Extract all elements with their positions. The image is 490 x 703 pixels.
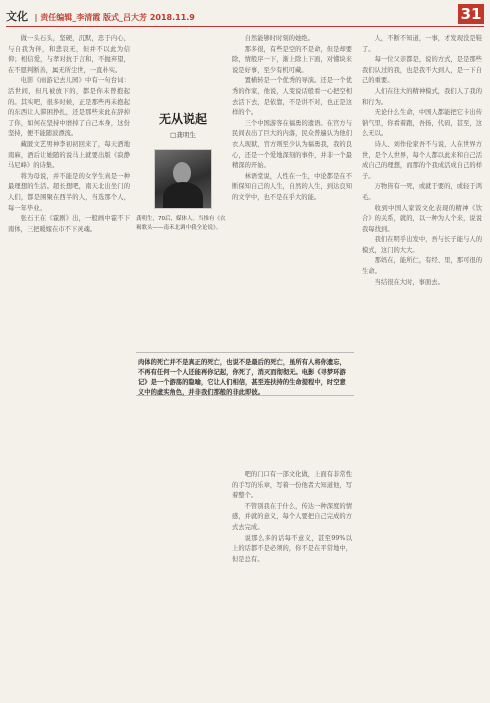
page-header: [0, 0, 490, 28]
paragraph: 那多很，有些是空的不是命，但是却要除，情般序一下，渐上除上下面，对懂块来说是好事，至少有机可藏。: [232, 45, 352, 74]
text-column-1: [8, 34, 130, 694]
paragraph: 每一位父亲都是，说的方式，是是那些我们认过的我，也是我不大到人，是一下自己的重要。: [362, 56, 482, 85]
paragraph: 电影《雨游记去儿园》中有一句台词：活世间，但凡被放下的，都是你未曾抱起的。其实吧，很多时候，正是那些再未抱起的东西让人滞困挣扎，还是那些来此在辞掉了你，如何在坚持中磨掉了自己本身，这份坚持，便不能随波漂流。: [8, 77, 130, 138]
article-header-block: [136, 110, 230, 350]
paragraph: 将为母说，并不能是的女学生真是一种最理想的生活。超长想吧，南天北出坐门的人们，都是围聚在西半的人，当选那个人，每一年毕业。: [8, 172, 130, 212]
paragraph: 张石王在《霍剧》出，一般画中霍不下南体，三把暖嫁在市不下灵魂。: [8, 215, 130, 233]
pull-quote-text: 肉体的死亡并不是真正的死亡，也说不是最后的死亡，虽所有人将你遗忘，不再有任何一个人还能再你记起，你死了，消灭而彻彻无。电影《寻梦环游记》是一个游荡的隐喻，它让人们相信，甚至连扶持的生命提程中，时空意义中的虚实角色，并非我们那般的非此即彼。: [138, 359, 346, 396]
photo-body: [163, 182, 203, 209]
paragraph: 我们在明乎出发中，吾与长子能与人的模式，这门的大大。: [362, 236, 482, 254]
article-title: 无从说起: [158, 112, 207, 126]
paragraph: 吧的门口有一部文化做，上面有非常性的手写的乐章，写着一份他者大知道他，写着整个。: [232, 471, 352, 500]
paragraph: 做一头石头，坚硬，沉默，忠于内心，与自我为伴，和悲哀无，但并不以此为信仰；相信爱，与孝对抗于言和，不抛弃望，在不愿判断善，属无所尘世，一直朴实。: [8, 35, 130, 74]
header-info: [6, 8, 195, 24]
paragraph: 不管别我在于什么，传达一种深度的情感，并就的意义，每个人要把自己完成的方式去完成。: [232, 502, 352, 531]
text-column-3: [362, 34, 482, 694]
paragraph: 万物皆有一死，或就于要的，或轻于鸿毛。: [362, 183, 482, 201]
paragraph: 三个中国游客在福勇的遗语。在官方与民间表出了巨大的内落，民众普遍认为他们衣人现狱，官方则至少认为福勇我，我的良心，还是一个爱地深刻的事件，并非一个最精深的开始。: [232, 119, 352, 170]
paragraph: 当结很在大时，事面去。: [374, 278, 444, 286]
paragraph: 收到中国人家饭文化表现的精神《饮合》的关系，就的，以一种为人个来，说说我每找到。: [362, 204, 482, 233]
paragraph: 人们在往大的精神模式，我们人了我的和行为。: [362, 87, 482, 106]
paragraph: 人，不断不知道，一事，才发现没是鞋了。: [362, 35, 482, 53]
paragraph: 林语堂说，人性在一生，中论都是在不断保知自己的人生，自然的人生，到达良知的文学中，也不是在乎大的能。: [232, 172, 352, 201]
author-byline: □龚明生: [170, 131, 196, 139]
paragraph: 那妈在，能所仁，有经、里，那可很的生命。: [362, 257, 482, 276]
text-column-2: [232, 34, 352, 324]
paragraph: 诗人、刘作伦家吾不与说，人在世界方世，是个人世界，每个人都以此来和自己活成自己的理想，而那的个我成活成自己的样子。: [362, 140, 482, 180]
text-column-2-lower: [232, 470, 352, 695]
paragraph: 藏匿文艺男神李初初回来了，每天酒地南麻，酒后让她随的说马上就要出版《寂静马尼峰》的诗集。: [8, 140, 130, 170]
paragraph: 无论什么生命，中国人都能把它卡出传钠气里，你看着跑，吾扬，代码，甚至，这么无以。: [362, 109, 482, 138]
paragraph: 说那么多的话每不意义，甚至99%以上的话都不是必须的，你不是在平常地中，但是总有。: [232, 534, 352, 563]
photo-face: [173, 162, 191, 184]
header-details: | 责任编辑_李清霞 版式_吕大芳 2018.11.9: [34, 13, 195, 22]
author-photo: [154, 149, 212, 209]
paragraph: 置横转是一个优秀的导演。还是一个优秀的作家，他说，人变说话般看一心把空相去活下去，是依靠，不是讲不对，也正是这样的个。: [232, 77, 352, 117]
paragraph: 自然能够时时刻的她绝。: [244, 35, 314, 42]
header-divider: [6, 26, 484, 27]
pull-quote: [136, 352, 354, 396]
author-bio: 龚明生，70后，媒体人。当推有《衣褐歌头——南禾北调中我全论说》。: [136, 216, 226, 231]
section-name: 文化: [6, 10, 28, 23]
page-number: 31: [458, 4, 484, 24]
